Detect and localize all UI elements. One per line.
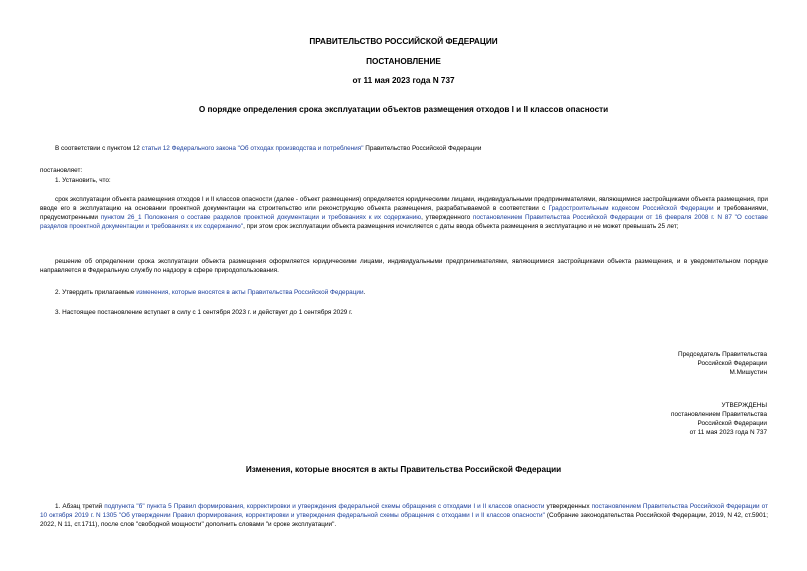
- paragraph-1-text-a: срок эксплуатации объекта размещения отходов I и II классов опасности (далее - объект размещения) определяется юридическими лицами, индивидуальными предпринимателями, являющимися застройщиками объекта размещения, при вводе его в эксплуатацию на основании проектной документации на строительство или реконструкцию объекта размещения, разрабатываемой в соответствии с: [40, 196, 768, 212]
- paragraph-1: [40, 196, 768, 232]
- item-1: 1. Установить, что:: [55, 177, 111, 184]
- approval-line-2: постановлением Правительства: [671, 410, 767, 418]
- date-number-heading: от 11 мая 2023 года N 737: [352, 76, 455, 85]
- document-title: О порядке определения срока эксплуатации объектов размещения отходов I и II классов опасности: [198, 105, 609, 114]
- item-2-text: 2. Утвердить прилагаемые: [55, 289, 137, 296]
- approval-heading: УТВЕРЖДЕНЫ: [721, 402, 767, 409]
- changes-link[interactable]: изменения, которые вносятся в акты Правительства Российской Федерации: [136, 289, 364, 296]
- signature-position: Председатель Правительства: [678, 351, 767, 358]
- change-1-text-c: (Собрание законодательства Российской Федерации, 2019, N 42, ст.5901; 2022, N 11, ст.1711), после слов "свободной мощности" дополнить словами "и сроке эксплуатации".: [40, 511, 768, 528]
- change-1-text-a: 1. Абзац третий: [55, 503, 105, 510]
- preamble-paragraph: [40, 145, 768, 154]
- resolution-87-link[interactable]: постановлением Правительства Российской Федерации от 16 февраля 2008 г. N 87 "О составе разделов проектной документации и требованиях к их содержанию": [40, 213, 768, 230]
- changes-title: Изменения, которые вносятся в акты Правительства Российской Федерации: [245, 465, 562, 474]
- approval-line-4: от 11 мая 2023 года N 737: [689, 428, 767, 436]
- subclause-b-link[interactable]: подпункта "б" пункта 5 Правил формирования, корректировки и утверждения федеральной схемы обращения с отходами I и II классов опасности: [104, 503, 545, 510]
- change-1: [40, 503, 768, 530]
- signature-country: Российской Федерации: [697, 359, 767, 367]
- item-2: [40, 289, 768, 298]
- law-link[interactable]: статьи 12 Федерального закона "Об отходах производства и потребления": [141, 145, 364, 152]
- paragraph-1-text-d: , при этом срок эксплуатации объекта размещения исчисляется с даты ввода объекта размещения в эксплуатацию и не может превышать 25 лет;: [243, 222, 679, 230]
- preamble-text-end: Правительство Российской Федерации: [363, 145, 482, 152]
- paragraph-2: решение об определении срока эксплуатации объекта размещения оформляется юридическими лицами, индивидуальными предпринимателями, являющимися застройщиками объекта размещения, и в уведомительном порядке направляется в Федеральную службу по надзору в сфере природопользования.: [40, 258, 768, 274]
- item-3: 3. Настоящее постановление вступает в силу с 1 сентября 2023 г. и действует до 1 сентября 2029 г.: [55, 309, 353, 316]
- doc-type-heading: ПОСТАНОВЛЕНИЕ: [366, 57, 441, 66]
- preamble-text: В соответствии с пунктом 12: [55, 145, 142, 152]
- approval-block: [671, 402, 767, 438]
- org-heading: ПРАВИТЕЛЬСТВО РОССИЙСКОЙ ФЕДЕРАЦИИ: [309, 37, 498, 46]
- resolution-1305-link[interactable]: постановлением Правительства Российской Федерации от 10 октября 2019 г. N 1305 "Об утверждении Правил формирования, корректировки и утверждения федеральной схемы обращения с отходами I и II классов опасности": [40, 503, 768, 519]
- urban-code-link[interactable]: Градостроительным кодексом Российской Федерации: [548, 204, 714, 212]
- signature-block: [678, 351, 767, 378]
- paragraph-1-text-b: и требованиями, предусмотренными: [40, 204, 768, 221]
- resolves-text: постановляет:: [40, 167, 83, 174]
- item-2-end: .: [363, 289, 366, 296]
- change-1-text-b: утвержденных: [544, 503, 592, 510]
- approval-line-3: Российской Федерации: [697, 419, 767, 427]
- paragraph-1-text-c: , утвержденного: [421, 213, 473, 221]
- clause-26-1-link[interactable]: пунктом 26_1 Положения о составе разделов проектной документации и требованиях к их содержанию: [100, 213, 422, 221]
- signature-name: М.Мишустин: [729, 368, 767, 376]
